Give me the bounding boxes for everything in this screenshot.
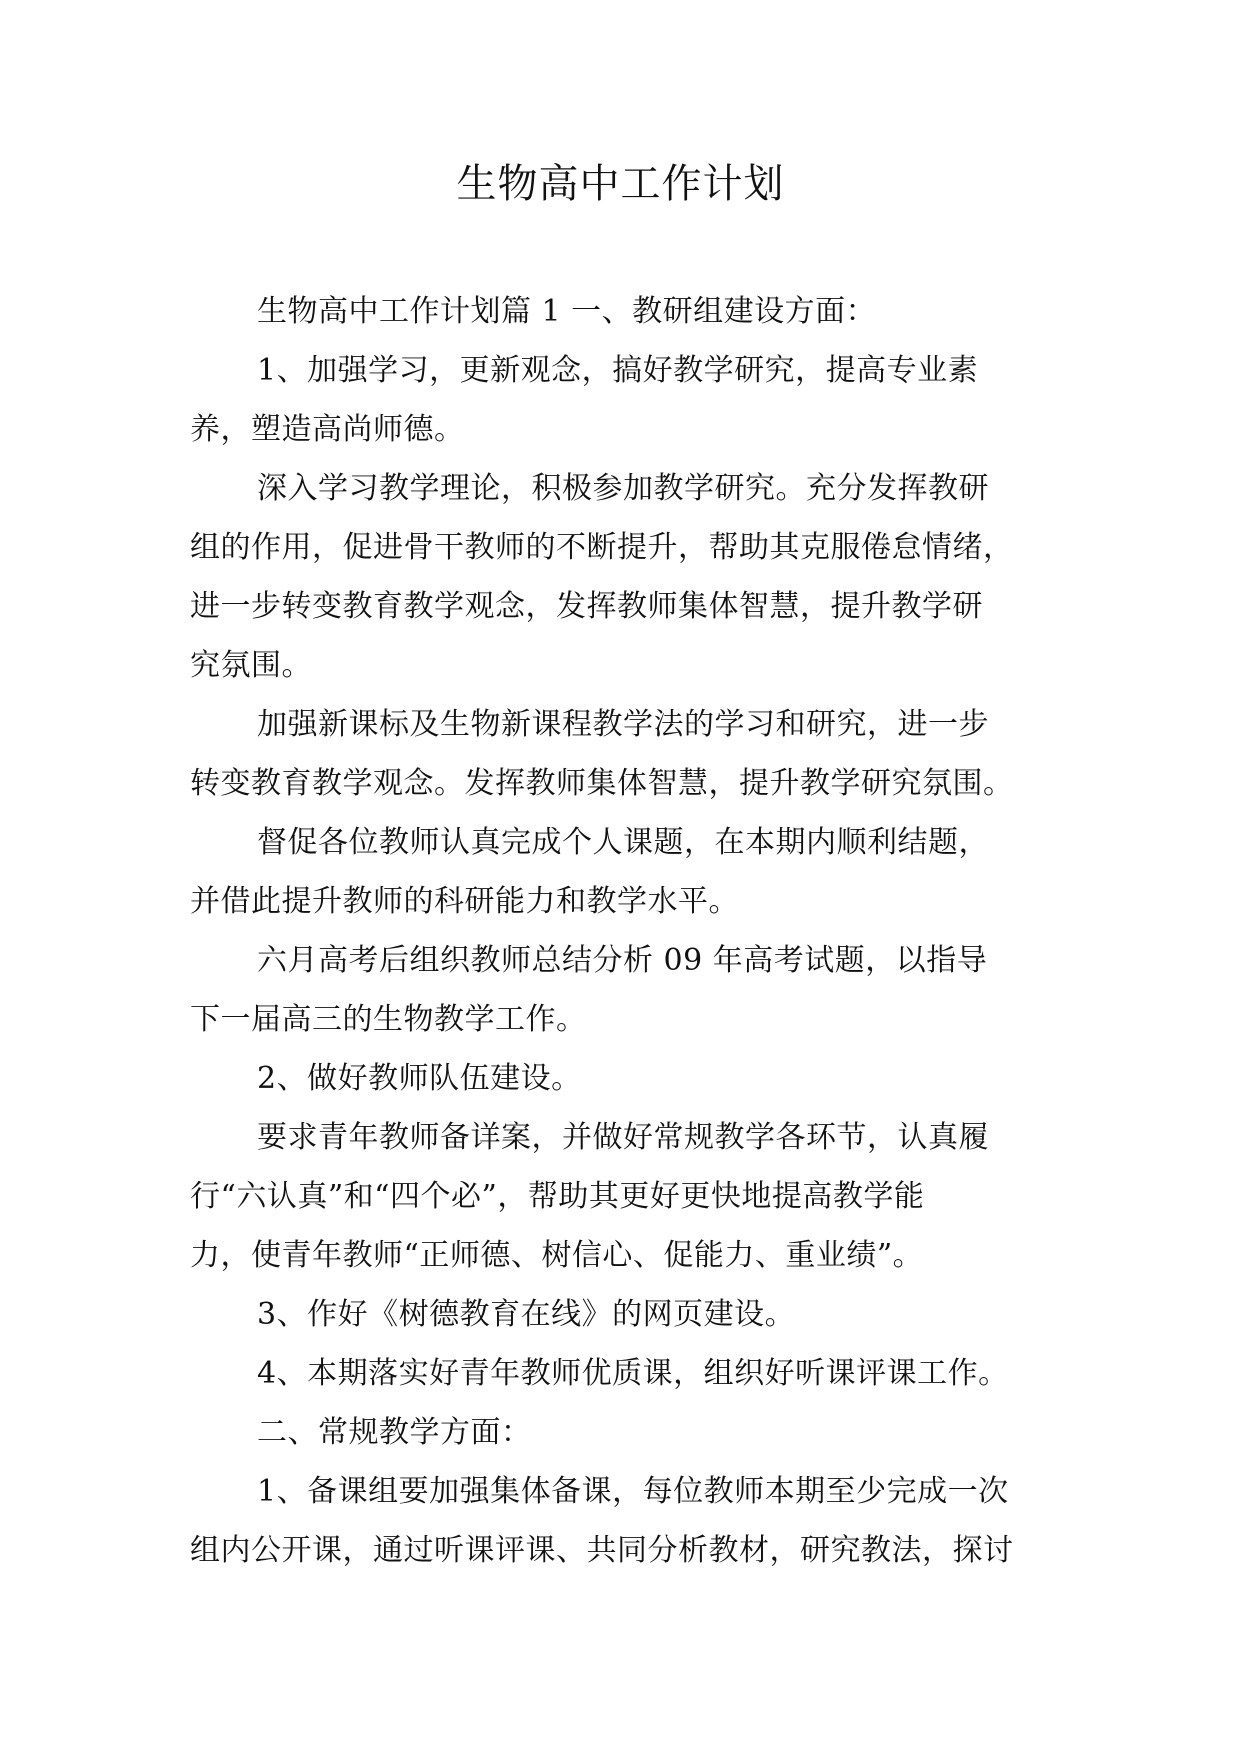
paragraph-line: 组的作用，促进骨干教师的不断提升，帮助其克服倦怠情绪， xyxy=(190,530,1014,565)
paragraph-line: 行“六认真”和“四个必”，帮助其更好更快地提高教学能 xyxy=(190,1179,925,1214)
paragraph-line: 生物高中工作计划篇 1 一、教研组建设方面： xyxy=(257,294,877,329)
paragraph-line: 下一届高三的生物教学工作。 xyxy=(190,1002,587,1037)
document-body xyxy=(190,282,1050,1580)
paragraph-line: 督促各位教师认真完成个人课题，在本期内顺利结题， xyxy=(257,825,989,860)
paragraph-line: 2、做好教师队伍建设。 xyxy=(257,1061,582,1096)
paragraph-line: 深入学习教学理论，积极参加教学研究。充分发挥教研 xyxy=(257,471,989,506)
paragraph-line: 究氛围。 xyxy=(190,648,312,683)
paragraph-line: 1、加强学习，更新观念，搞好教学研究，提高专业素 xyxy=(257,353,979,388)
paragraph-line: 六月高考后组织教师总结分析 09 年高考试题，以指导 xyxy=(257,943,988,978)
paragraph-line: 养，塑造高尚师德。 xyxy=(190,412,465,447)
paragraph-line: 力，使青年教师“正师德、树信心、促能力、重业绩”。 xyxy=(190,1238,924,1273)
paragraph-line: 转变教育教学观念。发挥教师集体智慧，提升教学研究氛围。 xyxy=(190,766,1014,801)
paragraph-line: 1、备课组要加强集体备课，每位教师本期至少完成一次 xyxy=(257,1474,1009,1509)
paragraph-line: 组内公开课，通过听课评课、共同分析教材，研究教法，探讨 xyxy=(190,1533,1014,1568)
paragraph-line: 4、本期落实好青年教师优质课，组织好听课评课工作。 xyxy=(257,1356,1009,1391)
paragraph-line: 加强新课标及生物新课程教学法的学习和研究，进一步 xyxy=(257,707,989,742)
document-title: 生物高中工作计划 xyxy=(456,161,785,207)
paragraph-line: 3、作好《树德教育在线》的网页建设。 xyxy=(257,1297,796,1332)
paragraph-line: 进一步转变教育教学观念，发挥教师集体智慧，提升教学研 xyxy=(190,589,983,624)
paragraph-line: 要求青年教师备详案，并做好常规教学各环节，认真履 xyxy=(257,1120,989,1155)
paragraph-line: 并借此提升教师的科研能力和教学水平。 xyxy=(190,884,739,919)
paragraph-line: 二、常规教学方面： xyxy=(257,1415,532,1450)
